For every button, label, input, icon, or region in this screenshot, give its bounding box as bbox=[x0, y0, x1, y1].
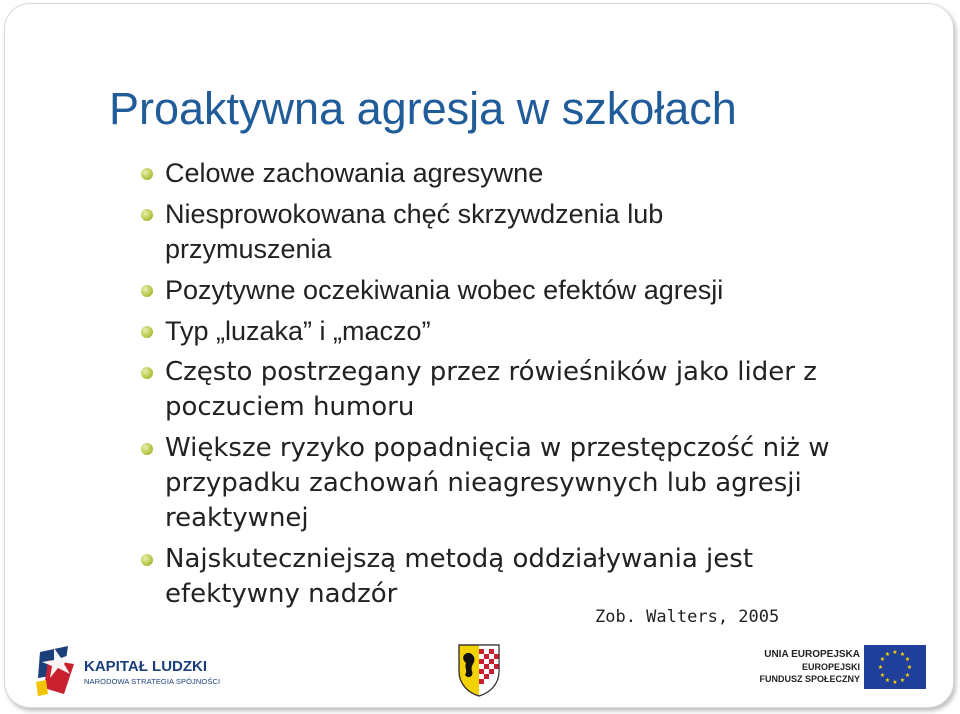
kapital-ludzki-logo bbox=[34, 644, 221, 698]
svg-text:★: ★ bbox=[879, 656, 886, 663]
slide-frame bbox=[4, 3, 954, 708]
source-citation: Zob. Walters, 2005 bbox=[595, 607, 780, 627]
bullet-dot-icon bbox=[141, 209, 153, 221]
eu-line-1: UNIA EUROPEJSKA bbox=[764, 649, 860, 660]
bullet-text: Pozytywne oczekiwania wobec efektów agresji bbox=[165, 275, 724, 305]
svg-text:★: ★ bbox=[899, 677, 906, 684]
kapital-ludzki-title: KAPITAŁ LUDZKI bbox=[84, 658, 208, 675]
list-item bbox=[165, 273, 865, 308]
bullet-text: Celowe zachowania agresywne bbox=[165, 158, 544, 188]
svg-text:★: ★ bbox=[904, 672, 911, 679]
svg-text:★: ★ bbox=[904, 656, 911, 663]
bullet-dot-icon bbox=[141, 554, 153, 566]
kapital-ludzki-logo-icon bbox=[34, 644, 80, 698]
svg-text:★: ★ bbox=[884, 677, 891, 684]
svg-text:★: ★ bbox=[906, 664, 913, 671]
bullet-text: Niesprowokowana chęć skrzywdzenia lub przymuszenia bbox=[165, 199, 664, 264]
slide-title: Proaktywna agresja w szkołach bbox=[109, 83, 737, 134]
coat-of-arms-icon bbox=[456, 641, 502, 697]
bullet-list bbox=[165, 156, 865, 618]
bullet-dot-icon bbox=[141, 443, 153, 455]
bullet-text: Często postrzegany przez rówieśników jako lider z poczuciem humoru bbox=[165, 357, 817, 422]
list-item bbox=[165, 314, 865, 349]
svg-text:★: ★ bbox=[877, 664, 884, 671]
list-item bbox=[165, 542, 805, 612]
list-item bbox=[165, 156, 865, 191]
kapital-ludzki-subtitle: NARODOWA STRATEGIA SPÓJNOŚCI bbox=[84, 677, 221, 686]
eu-text bbox=[759, 649, 860, 685]
bullet-dot-icon bbox=[141, 367, 153, 379]
list-item bbox=[165, 355, 865, 425]
svg-text:★: ★ bbox=[899, 651, 906, 658]
list-item bbox=[165, 431, 865, 536]
eu-line-3: FUNDUSZ SPOŁECZNY bbox=[759, 674, 860, 684]
bullet-text: Najskuteczniejszą metodą oddziaływania jest efektywny nadzór bbox=[165, 544, 754, 609]
eu-line-2: EUROPEJSKI bbox=[801, 662, 860, 672]
eu-flag-icon bbox=[864, 645, 926, 689]
eu-logo bbox=[760, 645, 930, 695]
bullet-text: Większe ryzyko popadnięcia w przestępczość niż w przypadku zachowań nieagresywnych lub agresji reaktywnej bbox=[165, 433, 830, 533]
bullet-text: Typ „luzaka” i „maczo” bbox=[165, 316, 431, 346]
svg-text:★: ★ bbox=[892, 649, 898, 656]
bullet-dot-icon bbox=[141, 168, 153, 180]
list-item bbox=[165, 197, 745, 267]
bullet-dot-icon bbox=[141, 326, 153, 338]
svg-text:★: ★ bbox=[892, 679, 898, 686]
svg-text:★: ★ bbox=[879, 672, 886, 679]
svg-text:★: ★ bbox=[884, 651, 891, 658]
bullet-dot-icon bbox=[141, 285, 153, 297]
